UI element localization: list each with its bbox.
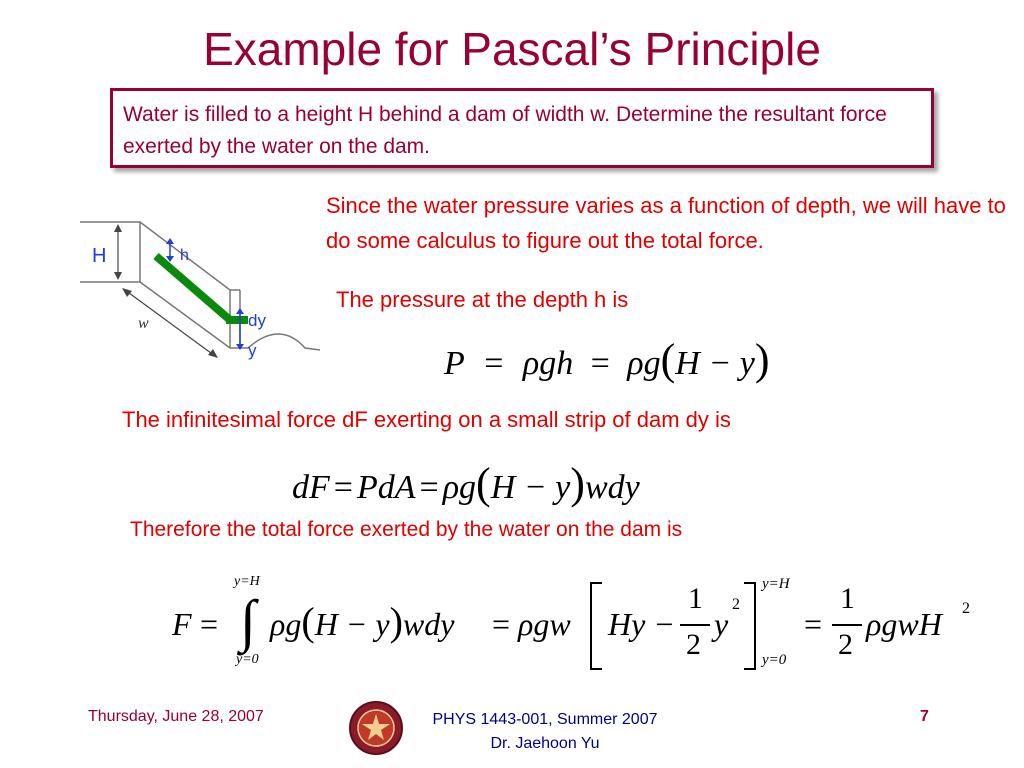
bracket-left xyxy=(590,582,602,670)
eq-exp1: 2 xyxy=(732,596,740,613)
eq-equals-2: = xyxy=(590,345,610,382)
eq-total-f: F xyxy=(172,606,192,642)
eq-rg: ρg xyxy=(627,345,661,382)
eq-df-hy: H − y xyxy=(490,469,571,506)
eq-frac2-den: 2 xyxy=(838,628,853,661)
label-y: y xyxy=(248,341,257,360)
total-force-equation xyxy=(0,560,1024,680)
eq-rgwh: ρgwH xyxy=(866,606,942,642)
eq-df-paren-open: ( xyxy=(476,459,491,508)
eq-int-rg: ρg xyxy=(270,606,302,642)
frac1-bar xyxy=(680,624,710,626)
dam-diagram xyxy=(70,210,330,370)
problem-text: Water is filled to a height H behind a dam of width w. Determine the resultant force exerted by the water on the dam. xyxy=(123,103,887,158)
infinitesimal-force-text: The infinitesimal force dF exerting on a small strip of dam dy is xyxy=(122,407,731,432)
eq-int-paren-close: ) xyxy=(389,599,403,644)
eq-integral-upper: y=H xyxy=(234,574,260,589)
depth-h-arrow-up xyxy=(166,238,174,244)
eq-frac1-num: 1 xyxy=(688,582,703,615)
eq-exp2: 2 xyxy=(962,600,970,617)
df-equation xyxy=(292,458,640,509)
eq-total-equals-2: = xyxy=(492,606,511,642)
eq-integrand xyxy=(270,598,454,645)
label-dy: dy xyxy=(248,311,266,330)
eq-hy: H − y xyxy=(675,345,755,382)
water-surface xyxy=(248,334,320,350)
explanation-text: Since the water pressure varies as a function of depth, we will have to do some calculus to figure out the total force. xyxy=(326,193,1006,253)
eq-int-paren-open: ( xyxy=(301,599,315,644)
eq-int-wdy: wdy xyxy=(402,606,455,642)
eq-df: dF xyxy=(292,469,330,506)
eq-y: y xyxy=(714,606,729,642)
label-h: h xyxy=(180,247,189,264)
eq-df-wdy: wdy xyxy=(584,469,640,506)
label-w: w xyxy=(138,315,149,332)
dam-strip xyxy=(156,256,230,320)
h-arrow-down xyxy=(114,272,122,280)
eq-rgh: ρgh xyxy=(522,345,574,382)
eq-rgw: ρgw xyxy=(518,606,571,642)
page-number: 7 xyxy=(920,708,929,725)
eq-bracket-upper: y=H xyxy=(762,576,790,592)
total-force-text: Therefore the total force exerted by the water on the dam is xyxy=(130,518,683,541)
footer-date: Thursday, June 28, 2007 xyxy=(88,708,264,725)
eq-df-paren-close: ) xyxy=(570,459,585,508)
eq-total-equals-1: = xyxy=(200,606,219,642)
footer-course-name: PHYS 1443-001, Summer 2007 xyxy=(432,711,658,728)
eq-integral-lower: y=0 xyxy=(236,652,259,667)
eq-paren-open: ( xyxy=(660,335,676,384)
label-H: H xyxy=(92,245,107,267)
integral-sign: ∫ xyxy=(240,588,256,653)
eq-paren-close: ) xyxy=(754,335,770,384)
eq-frac1-den: 2 xyxy=(686,628,701,661)
eq-p: P xyxy=(444,345,465,382)
pressure-intro-text: The pressure at the depth h is xyxy=(336,287,629,312)
eq-hy-minus: Hy − xyxy=(608,606,675,642)
eq-df-rg: ρg xyxy=(442,469,477,506)
eq-frac2-num: 1 xyxy=(840,582,855,615)
eq-df-equals-1: = xyxy=(333,469,353,506)
problem-box xyxy=(110,88,934,168)
dy-arrow-up xyxy=(236,308,244,314)
w-arrow-start xyxy=(122,288,132,297)
eq-pda: PdA xyxy=(356,469,416,506)
eq-total-equals-3: = xyxy=(804,606,823,642)
eq-bracket-lower: y=0 xyxy=(762,652,787,668)
eq-int-hy: H − y xyxy=(314,606,390,642)
slide-title: Example for Pascal’s Principle xyxy=(203,23,821,75)
eq-df-equals-2: = xyxy=(419,469,439,506)
w-arrow-end xyxy=(208,349,218,358)
bracket-right xyxy=(744,582,756,670)
y-arrow-down xyxy=(236,344,244,350)
pressure-equation xyxy=(444,334,770,385)
footer-course xyxy=(380,708,710,756)
eq-equals-1: = xyxy=(484,345,504,382)
footer-author: Dr. Jaehoon Yu xyxy=(490,735,600,752)
h-arrow-up xyxy=(114,224,122,232)
frac2-bar xyxy=(832,624,862,626)
